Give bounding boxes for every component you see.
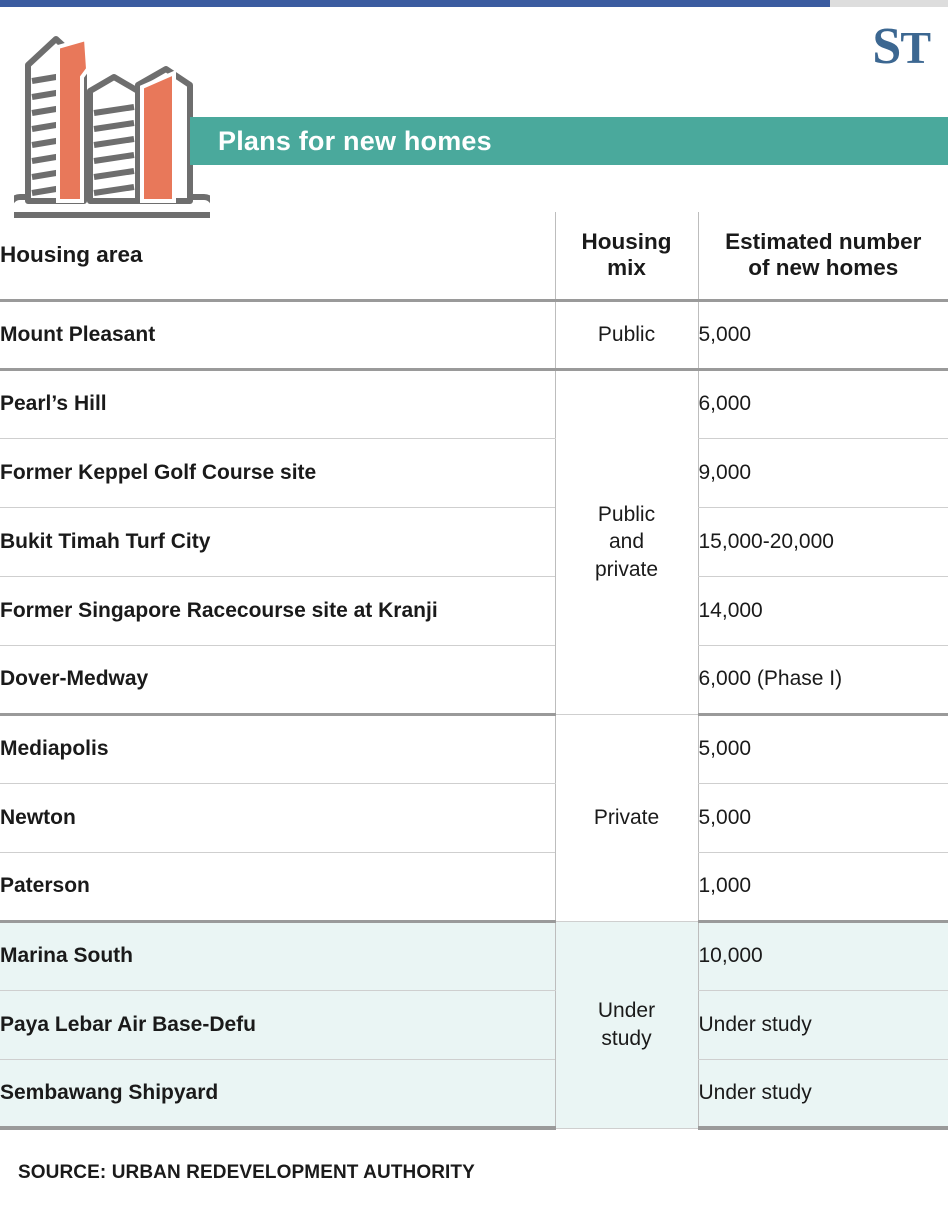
table-row bbox=[0, 1059, 948, 1128]
cell-estimated-homes: 14,000 bbox=[698, 576, 948, 645]
housing-mix-line: Private bbox=[593, 805, 660, 829]
cell-estimated-homes: 15,000-20,000 bbox=[698, 507, 948, 576]
buildings-icon bbox=[14, 29, 210, 221]
housing-mix-line: Under bbox=[597, 999, 656, 1023]
cell-housing-area: Mount Pleasant bbox=[0, 300, 555, 369]
plans-table bbox=[0, 212, 948, 1130]
table-header-row bbox=[0, 212, 948, 300]
masthead bbox=[0, 7, 948, 212]
title-bar bbox=[190, 117, 948, 165]
cell-estimated-homes: Under study bbox=[698, 990, 948, 1059]
page-title: Plans for new homes bbox=[218, 125, 492, 156]
housing-mix-line: private bbox=[594, 557, 659, 581]
table-row bbox=[0, 438, 948, 507]
table-row bbox=[0, 852, 948, 921]
housing-mix-line: and bbox=[608, 530, 645, 554]
cell-housing-area: Paya Lebar Air Base-Defu bbox=[0, 990, 555, 1059]
cell-housing-mix bbox=[555, 300, 698, 369]
cell-housing-area: Newton bbox=[0, 783, 555, 852]
cell-housing-area: Bukit Timah Turf City bbox=[0, 507, 555, 576]
column-header-estimated-homes-line1: Estimated number bbox=[725, 228, 922, 254]
housing-mix-line: Public bbox=[597, 322, 656, 346]
cell-estimated-homes: Under study bbox=[698, 1059, 948, 1128]
cell-estimated-homes: 10,000 bbox=[698, 921, 948, 990]
column-header-housing-area: Housing area bbox=[0, 212, 555, 300]
table-row bbox=[0, 990, 948, 1059]
cell-housing-mix bbox=[555, 921, 698, 1128]
cell-estimated-homes: 6,000 (Phase I) bbox=[698, 645, 948, 714]
top-progress-fill bbox=[0, 0, 830, 7]
column-header-housing-mix-line1: Housing bbox=[581, 228, 672, 254]
column-header-housing-mix-line2: mix bbox=[607, 255, 646, 281]
st-logo-t: T bbox=[900, 22, 930, 73]
cell-housing-area: Paterson bbox=[0, 852, 555, 921]
column-header-estimated-homes bbox=[698, 212, 948, 300]
cell-estimated-homes: 6,000 bbox=[698, 369, 948, 438]
cell-housing-mix bbox=[555, 714, 698, 921]
st-logo-s: S bbox=[872, 18, 901, 75]
cell-housing-area: Mediapolis bbox=[0, 714, 555, 783]
housing-mix-line: Public bbox=[597, 503, 656, 527]
top-progress-track bbox=[0, 0, 948, 7]
cell-estimated-homes: 9,000 bbox=[698, 438, 948, 507]
cell-estimated-homes: 5,000 bbox=[698, 300, 948, 369]
column-header-housing-mix bbox=[555, 212, 698, 300]
plans-table-wrapper bbox=[0, 212, 948, 1130]
source-note: SOURCE: URBAN REDEVELOPMENT AUTHORITY bbox=[18, 1162, 475, 1183]
table-row bbox=[0, 783, 948, 852]
column-header-estimated-homes-line2: of new homes bbox=[748, 255, 899, 281]
cell-estimated-homes: 1,000 bbox=[698, 852, 948, 921]
housing-mix-line: study bbox=[601, 1026, 652, 1050]
cell-housing-area: Marina South bbox=[0, 921, 555, 990]
table-header bbox=[0, 212, 948, 300]
cell-housing-area: Sembawang Shipyard bbox=[0, 1059, 555, 1128]
table-row bbox=[0, 369, 948, 438]
cell-housing-area: Former Keppel Golf Course site bbox=[0, 438, 555, 507]
table-row bbox=[0, 300, 948, 369]
cell-housing-area: Former Singapore Racecourse site at Kranji bbox=[0, 576, 555, 645]
st-logo bbox=[872, 18, 930, 75]
table-row bbox=[0, 576, 948, 645]
table-row bbox=[0, 645, 948, 714]
cell-housing-area: Dover-Medway bbox=[0, 645, 555, 714]
cell-estimated-homes: 5,000 bbox=[698, 783, 948, 852]
cell-housing-area: Pearl’s Hill bbox=[0, 369, 555, 438]
table-row bbox=[0, 507, 948, 576]
cell-estimated-homes: 5,000 bbox=[698, 714, 948, 783]
table-row bbox=[0, 714, 948, 783]
cell-housing-mix bbox=[555, 369, 698, 714]
table-body bbox=[0, 300, 948, 1128]
table-row bbox=[0, 921, 948, 990]
